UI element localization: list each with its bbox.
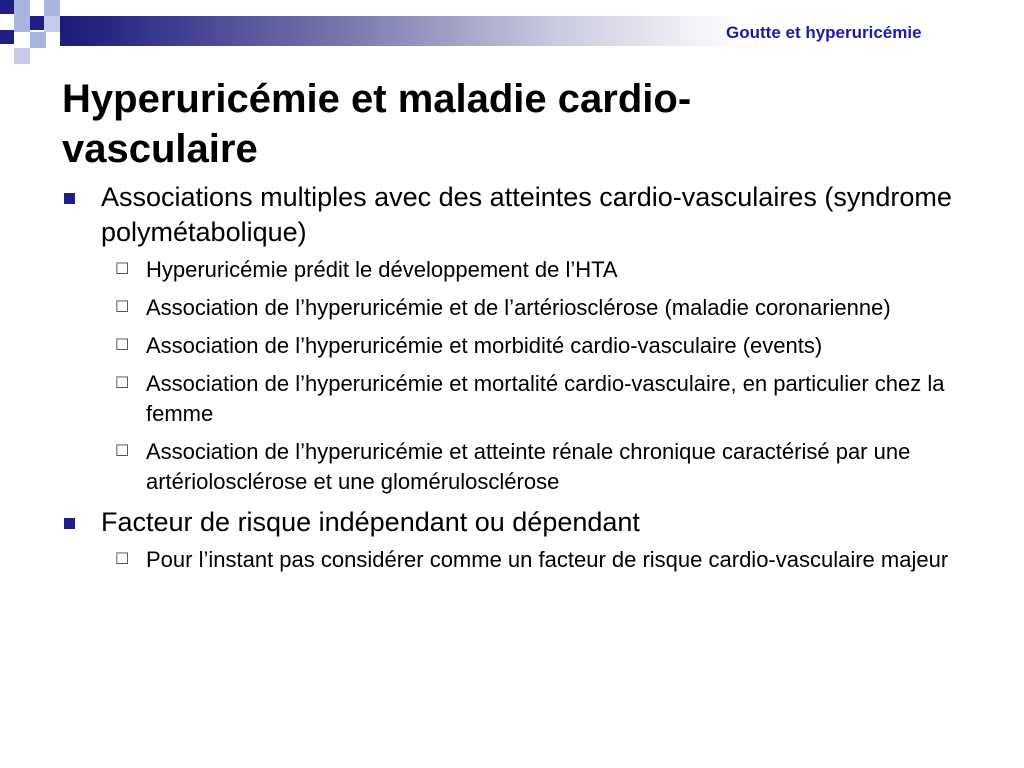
decorative-square [44, 16, 60, 32]
sub-bullet-text: Association de l’hyperuricémie et atteinte rénale chronique caractérisé par une artériolosclérose et une glomérulosclérose [146, 439, 911, 494]
decorative-square [44, 0, 60, 16]
sub-bullet-text: Association de l’hyperuricémie et mortalité cardio-vasculaire, en particulier chez la femme [146, 371, 945, 426]
sub-bullet-text: Hyperuricémie prédit le développement de l’HTA [146, 257, 618, 282]
decorative-square [30, 32, 46, 48]
decorative-square [30, 16, 44, 30]
bullet-list [60, 180, 980, 583]
sub-bullet-item [60, 293, 980, 323]
hollow-square-icon: ☐ [115, 443, 130, 460]
slide-title: Hyperuricémie et maladie cardio-vasculaire [62, 77, 692, 171]
hollow-square-icon: ☐ [115, 375, 130, 392]
decorative-square [0, 30, 14, 44]
decorative-square [14, 48, 30, 64]
bullet-item [60, 180, 980, 250]
sub-bullet-item [60, 331, 980, 361]
sub-bullet-list [60, 545, 980, 575]
sub-bullet-item [60, 545, 980, 575]
hollow-square-icon: ☐ [115, 551, 130, 568]
sub-bullet-item [60, 369, 980, 429]
hollow-square-icon: ☐ [115, 299, 130, 316]
bullet-text: Associations multiples avec des atteintes cardio-vasculaires (syndrome polymétabolique) [101, 182, 952, 247]
filled-square-icon [64, 193, 75, 204]
decorative-square [0, 0, 14, 14]
topic-label: Goutte et hyperuricémie [726, 23, 922, 42]
sub-bullet-list [60, 255, 980, 497]
sub-bullet-text: Pour l’instant pas considérer comme un facteur de risque cardio-vasculaire majeur [146, 547, 949, 572]
sub-bullet-text: Association de l’hyperuricémie et morbidité cardio-vasculaire (events) [146, 333, 823, 358]
filled-square-icon [64, 518, 75, 529]
sub-bullet-item [60, 255, 980, 285]
bullet-item [60, 505, 980, 540]
decorative-square [14, 0, 30, 16]
decorative-square [14, 16, 30, 32]
hollow-square-icon: ☐ [115, 261, 130, 278]
sub-bullet-text: Association de l’hyperuricémie et de l’artériosclérose (maladie coronarienne) [146, 295, 891, 320]
sub-bullet-item [60, 437, 980, 497]
bullet-text: Facteur de risque indépendant ou dépendant [101, 507, 640, 537]
hollow-square-icon: ☐ [115, 337, 130, 354]
header-gradient-bar [60, 16, 740, 46]
